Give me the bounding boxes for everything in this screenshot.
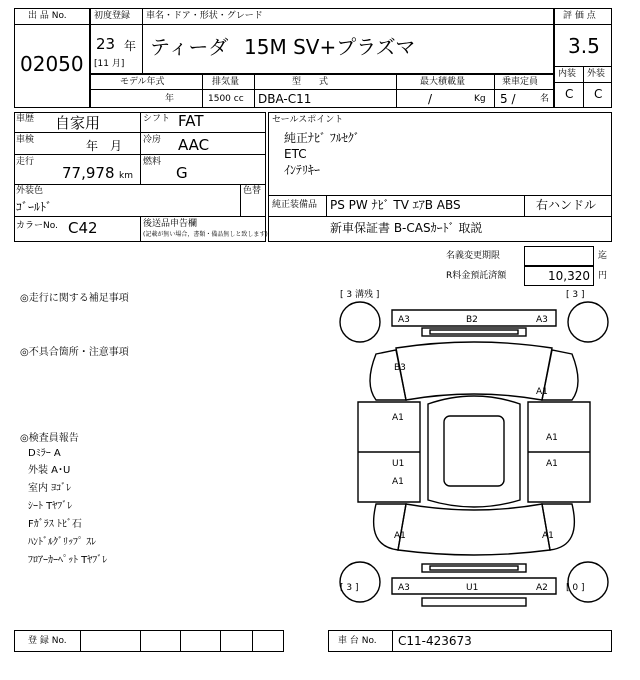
sales-label: セールスポイント bbox=[272, 115, 344, 125]
ac-value: AAC bbox=[178, 136, 210, 154]
sales-item: 純正ﾅﾋﾞ ﾌﾙｾｸﾞ bbox=[284, 131, 360, 145]
name-change-value-box bbox=[524, 246, 594, 266]
first-reg-year: 23 bbox=[96, 35, 116, 53]
damage-mark: A2 bbox=[536, 583, 548, 593]
handle-value: 右ハンドル bbox=[536, 198, 597, 212]
shift-label: シフト bbox=[143, 114, 171, 124]
inspector-item: ﾌﾛｱｰｶｰﾍﾟｯﾄ Tﾔﾌﾞﾚ bbox=[28, 555, 108, 566]
type-label: 型 式 bbox=[292, 77, 329, 87]
history-value: 自家用 bbox=[55, 114, 101, 132]
interior-label: 内装 bbox=[558, 69, 577, 79]
car-name: ティーダ bbox=[150, 35, 229, 59]
model-year-label: モデル年式 bbox=[120, 77, 165, 87]
history-label: 車歴 bbox=[16, 114, 35, 124]
lot-number: 02050 bbox=[20, 52, 84, 76]
defects-label: ◎不具合箇所・注意事項 bbox=[20, 347, 129, 358]
first-reg-year-unit: 年 bbox=[124, 39, 137, 53]
inspector-item: ﾊﾝﾄﾞﾙｸﾞﾘｯﾌﾟ ｽﾚ bbox=[28, 537, 97, 548]
equipment-value: PS PW ﾅﾋﾞ TV ｴｱB ABS bbox=[330, 198, 461, 212]
tire-tread-rear-right: [ 0 ] bbox=[566, 583, 585, 593]
mileage-unit: km bbox=[119, 171, 133, 181]
damage-mark: U1 bbox=[466, 583, 479, 593]
exterior-grade: C bbox=[594, 87, 603, 101]
tire-tread-front-right: [ 3 ] bbox=[566, 290, 585, 300]
sales-item: ETC bbox=[284, 147, 307, 161]
reg-no-label: 登 録 No. bbox=[28, 636, 67, 646]
load-label: 最大積載量 bbox=[420, 77, 466, 87]
fuel-label: 燃料 bbox=[143, 157, 162, 167]
shift-value: FAT bbox=[178, 112, 204, 130]
capacity-label: 乗車定員 bbox=[502, 77, 539, 87]
inspection-label: 車検 bbox=[16, 135, 35, 145]
equipment-label: 純正装備品 bbox=[272, 200, 318, 210]
inspector-item: Fｶﾞﾗｽ ﾄﾋﾞ石 bbox=[28, 519, 82, 530]
lot-label: 出 品 No. bbox=[28, 11, 67, 21]
damage-mark: U1 bbox=[392, 459, 405, 469]
damage-mark: B3 bbox=[394, 363, 406, 373]
damage-mark: A1 bbox=[542, 531, 554, 541]
car-damage-diagram bbox=[336, 288, 612, 618]
inspector-label: ◎検査員報告 bbox=[20, 433, 79, 444]
delivery-label: 後送品申告欄 bbox=[143, 219, 198, 229]
mileage-value: 77,978 bbox=[62, 164, 115, 182]
ext-color-label: 外装色 bbox=[16, 186, 44, 196]
capacity-unit: 名 bbox=[540, 94, 550, 104]
delivery-note: (記載が無い場合，書類・備品無しと致します) bbox=[143, 231, 268, 238]
fuel-value: G bbox=[176, 164, 188, 182]
car-grade: 15M SV+プラズマ bbox=[244, 35, 416, 59]
inspector-item: 外装 A･U bbox=[28, 465, 71, 476]
load-slash: / bbox=[428, 92, 433, 106]
driving-notes-label: ◎走行に関する補足事項 bbox=[20, 293, 129, 304]
name-change-unit: 迄 bbox=[598, 251, 608, 261]
name-change-label: 名義変更期限 bbox=[446, 251, 501, 261]
type-value: DBA-C11 bbox=[258, 92, 312, 106]
recycle-unit: 円 bbox=[598, 271, 608, 281]
chassis-label: 車 台 No. bbox=[338, 636, 377, 646]
inspector-item: ｼｰﾄ Tﾔﾌﾞﾚ bbox=[28, 501, 73, 512]
first-reg-label: 初度登録 bbox=[94, 11, 131, 21]
color-no-label: カラーNo. bbox=[16, 221, 58, 231]
recycle-label: R料金預託済額 bbox=[446, 271, 507, 281]
inspector-item: Dﾐﾗｰ A bbox=[28, 448, 61, 459]
car-name-label: 車名・ドア・形状・グレード bbox=[146, 11, 263, 21]
damage-mark: A3 bbox=[398, 315, 410, 325]
damage-mark: A1 bbox=[392, 413, 404, 423]
recycle-value: 10,320 bbox=[548, 269, 590, 283]
tire-tread-front-left: [ 3 溝残 ] bbox=[340, 290, 380, 300]
damage-mark: A1 bbox=[546, 433, 558, 443]
chassis-value: C11-423673 bbox=[398, 634, 472, 648]
interior-grade: C bbox=[565, 87, 574, 101]
score-label: 評 価 点 bbox=[563, 11, 596, 21]
tire-tread-rear-left: [ 3 ] bbox=[340, 583, 359, 593]
repaint-label: 色替 bbox=[243, 186, 262, 196]
score-value: 3.5 bbox=[568, 34, 600, 58]
exterior-label: 外装 bbox=[587, 69, 606, 79]
damage-mark: A1 bbox=[546, 459, 558, 469]
mileage-label: 走行 bbox=[16, 157, 35, 167]
first-reg-month: [11 月] bbox=[94, 59, 125, 69]
sales-item: ｲﾝﾃﾘｷｰ bbox=[284, 163, 321, 177]
damage-mark: A1 bbox=[394, 531, 406, 541]
damage-mark: B2 bbox=[466, 315, 478, 325]
displacement-label: 排気量 bbox=[212, 77, 240, 87]
load-unit: Kg bbox=[474, 94, 486, 104]
ext-color-value: ｺﾞｰﾙﾄﾞ bbox=[16, 200, 53, 214]
displacement-value: 1500 cc bbox=[208, 94, 244, 104]
inspector-item: 室内 ﾖｺﾞﾚ bbox=[28, 483, 72, 494]
damage-mark: A3 bbox=[536, 315, 548, 325]
inspection-value: 年 月 bbox=[86, 139, 123, 153]
capacity-value: 5 / bbox=[500, 92, 516, 106]
ac-label: 冷房 bbox=[143, 135, 162, 145]
color-no-value: C42 bbox=[68, 219, 98, 237]
model-year-unit: 年 bbox=[165, 94, 175, 104]
warranty-value: 新車保証書 B-CASｶｰﾄﾞ 取説 bbox=[330, 221, 483, 235]
damage-mark: A1 bbox=[536, 387, 548, 397]
damage-mark: A3 bbox=[398, 583, 410, 593]
damage-mark: A1 bbox=[392, 477, 404, 487]
